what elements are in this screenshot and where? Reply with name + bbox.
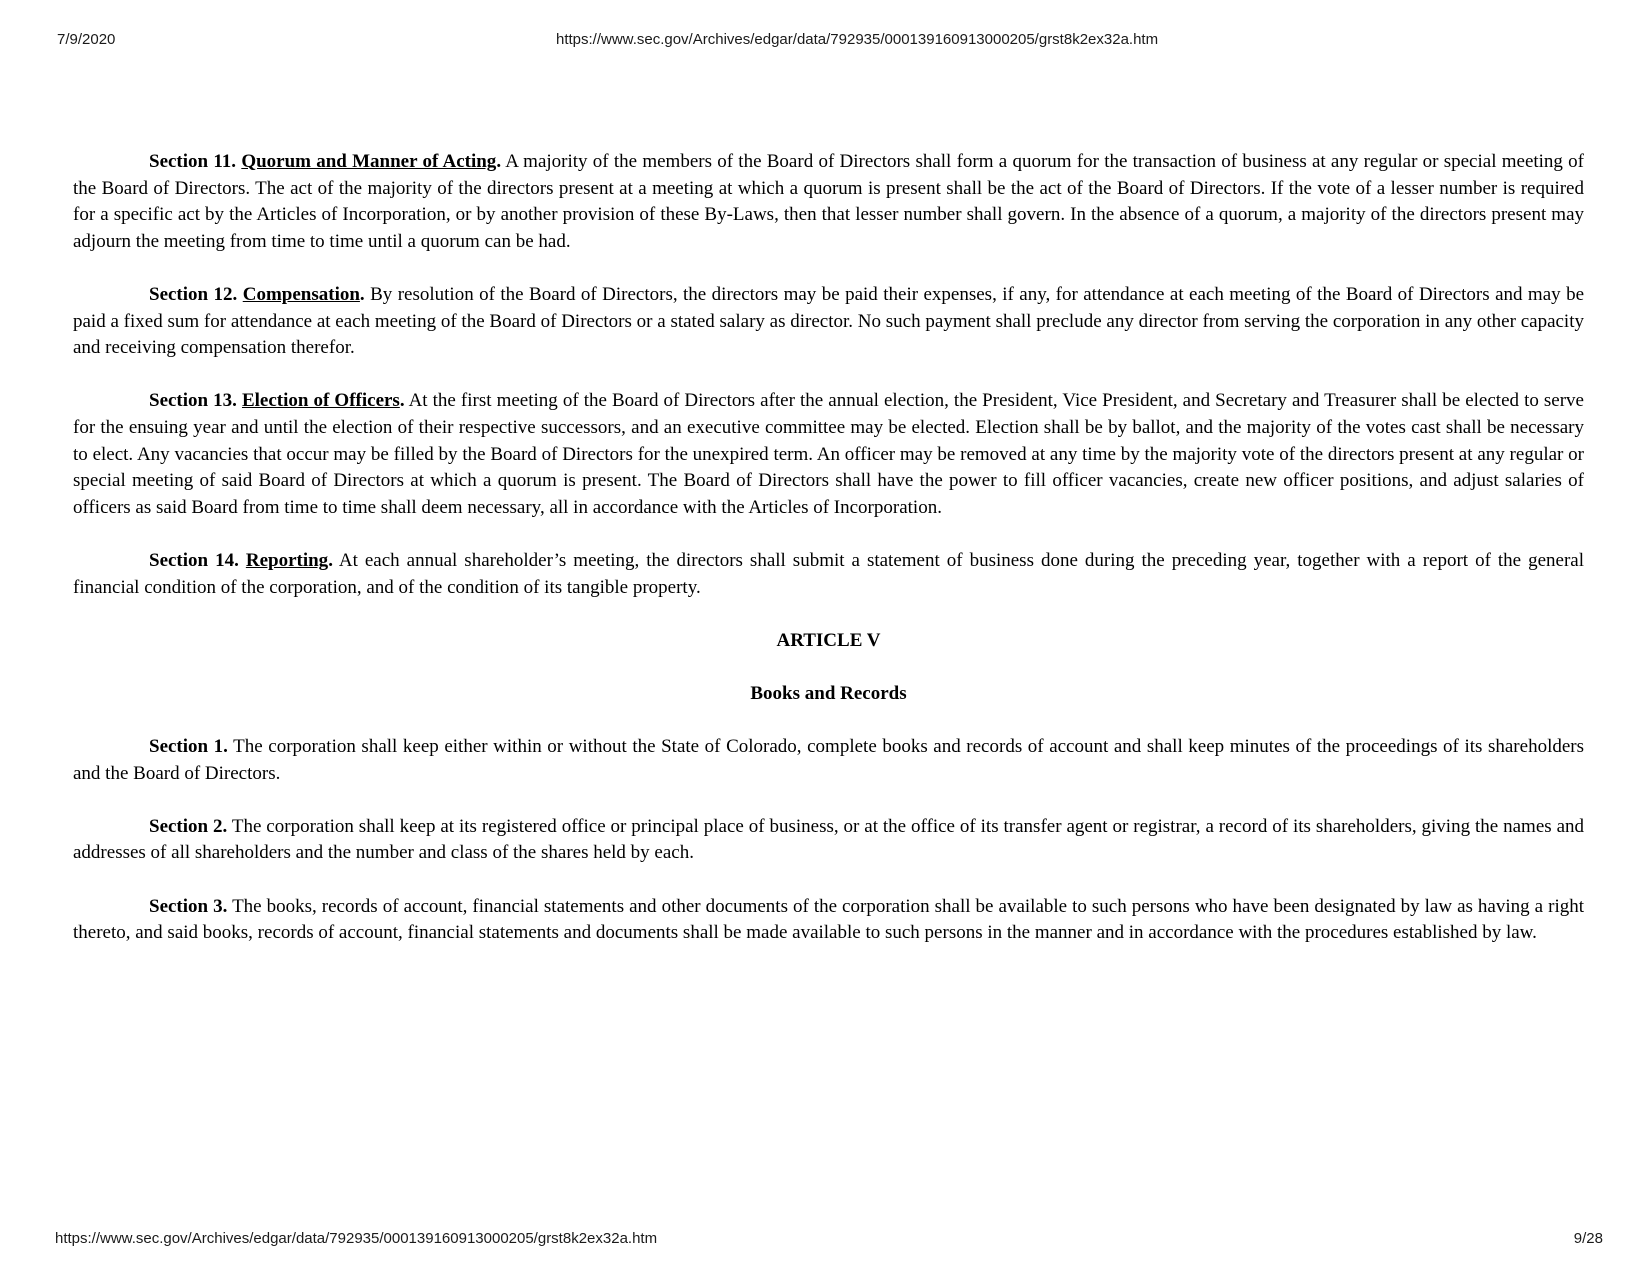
section-body: The books, records of account, financial statements and other documents of the corporation shall be available to such persons who have been designated by law as having a right thereto, and said books, records of account, financial statements and documents shall be made available to such persons in the manner and in accordance with the procedures established by law. [73, 895, 1584, 944]
section-label: Section 1. [149, 736, 228, 758]
section-title: Election of Officers [241, 390, 400, 412]
print-date: 7/9/2020 [57, 31, 116, 48]
section-11: Section 11. Quorum and Manner of Acting. A majority of the members of the Board of Directors shall form a quorum for the transaction of business at any regular or special meeting of the Board of Directors. The act of the majority of the directors present at a meeting at which a quorum is present shall be the act of the Board of Directors. If the vote of a lesser number is required for a specific act by the Articles of Incorporation, or by another provision of these By-Laws, then that lesser number shall govern. In the absence of a quorum, a majority of the directors present may adjourn the meeting from time to time until a quorum can be had. [73, 151, 1585, 252]
print-footer-url: https://www.sec.gov/Archives/edgar/data/792935/000139160913000205/grst8k2ex32a.htm [55, 1230, 658, 1247]
article-heading: ARTICLE V [776, 629, 881, 651]
section-label: Section 3. [149, 895, 228, 917]
section-label: Section 14. [149, 549, 239, 571]
section-12: Section 12. Compensation. By resolution of the Board of Directors, the directors may be paid their expenses, if any, for attendance at each meeting of the Board of Directors and may be paid a fixed sum for attendance at each meeting of the Board of Directors or a stated salary as director. No such payment shall preclude any director from serving the corporation in any other capacity and receiving compensation therefor. [73, 283, 1585, 359]
section-title: Reporting [245, 549, 329, 571]
section-13: Section 13. Election of Officers. At the first meeting of the Board of Directors after the annual election, the President, Vice President, and Secretary and Treasurer shall be elected to serve for the ensuing year and until the election of their respective successors, and an executive committee may be elected. Election shall be by ballot, and the majority of the votes cast shall be necessary to elect. Any vacancies that occur may be filled by the Board of Directors for the unexpired term. An officer may be removed at any time by the majority vote of the directors present at any regular or special meeting of said Board of Directors at which a quorum is present. The Board of Directors shall have the power to fill officer vacancies, create new officer positions, and adjust salaries of officers as said Board from time to time shall deem necessary, all in accordance with the Articles of Incorporation. [73, 390, 1584, 518]
section-label: Section 11. [149, 151, 237, 172]
article-v-section-3 [73, 894, 1584, 947]
print-header [0, 31, 1650, 51]
article-v-section-1 [73, 734, 1584, 787]
section-body: At each annual shareholder’s meeting, the directors shall submit a statement of business done during the preceding year, together with a report of the general financial condition of the corporation, and of the condition of its tangible property. [73, 549, 1585, 598]
section-body: The corporation shall keep at its registered office or principal place of business, or at the office of its transfer agent or registrar, a record of its shareholders, giving the names and addresses of all shareholders and the number and class of the shares held by each. [73, 815, 1585, 864]
section-body: A majority of the members of the Board of Directors shall form a quorum for the transaction of business at any regular or special meeting of the Board of Directors. The act of the majority of the directors present at a meeting at which a quorum is present shall be the act of the Board of Directors. If the vote of a lesser number is required for a specific act by the Articles of Incorporation, or by another provision of these By-Laws, then that lesser number shall govern. In the absence of a quorum, a majority of the directors present may adjourn the meeting from time to time until a quorum can be had. [73, 151, 1585, 252]
document-body [73, 149, 1584, 973]
section-body: By resolution of the Board of Directors, the directors may be paid their expenses, if any, for attendance at each meeting of the Board of Directors and may be paid a fixed sum for attendance at each meeting of the Board of Directors or a stated salary as director. No such payment shall preclude any director from serving the corporation in any other capacity and receiving compensation therefor. [73, 283, 1585, 359]
print-footer [0, 1230, 1650, 1250]
page-number: 9/28 [1573, 1230, 1603, 1247]
article-subheading: Books and Records [750, 682, 907, 704]
section-title: Compensation [242, 283, 360, 305]
article-v-section-2 [73, 814, 1584, 867]
section-label: Section 2. [149, 815, 228, 837]
section-14: Section 14. Reporting. At each annual shareholder’s meeting, the directors shall submit a statement of business done during the preceding year, together with a report of the general financial condition of the corporation, and of the condition of its tangible property. [73, 549, 1585, 598]
section-label: Section 13. [149, 390, 237, 412]
section-body: At the first meeting of the Board of Directors after the annual election, the President, Vice President, and Secretary and Treasurer shall be elected to serve for the ensuing year and until the election of their respective successors, and an executive committee may be elected. Election shall be by ballot, and the majority of the votes cast shall be necessary to elect. Any vacancies that occur may be filled by the Board of Directors for the unexpired term. An officer may be removed at any time by the majority vote of the directors present at any regular or special meeting of said Board of Directors at which a quorum is present. The Board of Directors shall have the power to fill officer vacancies, create new officer positions, and adjust salaries of officers as said Board from time to time shall deem necessary, all in accordance with the Articles of Incorporation. [73, 390, 1584, 518]
section-title: Quorum and Manner of Acting [241, 151, 497, 172]
section-body: The corporation shall keep either within or without the State of Colorado, complete books and records of account and shall keep minutes of the proceedings of its shareholders and the Board of Directors. [73, 736, 1584, 784]
print-header-url: https://www.sec.gov/Archives/edgar/data/792935/000139160913000205/grst8k2ex32a.htm [556, 31, 1159, 48]
section-label: Section 12. [149, 283, 238, 305]
